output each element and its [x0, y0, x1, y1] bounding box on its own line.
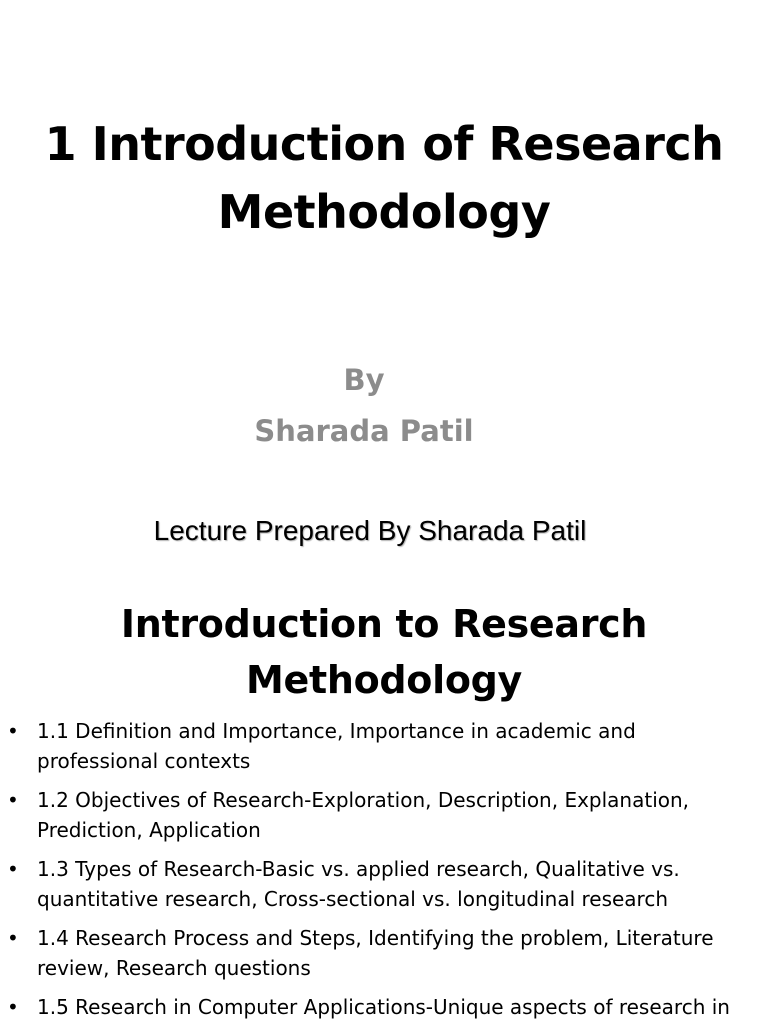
bullet-icon: •: [7, 926, 19, 950]
list-item: [0, 716, 768, 776]
topic-text: 1.2 Objectives of Research-Exploration, Description, Explanation, Prediction, Application: [37, 788, 690, 842]
by-label: By: [343, 363, 385, 397]
topic-text: 1.5 Research in Computer Applications-Unique aspects of research in: [37, 995, 730, 1019]
author-name: Sharada Patil: [254, 414, 474, 448]
bullet-icon: •: [7, 719, 19, 743]
list-item: [0, 785, 768, 845]
section-title: Introduction to Research Methodology: [120, 602, 648, 702]
list-item: [0, 854, 768, 914]
main-title: 1 Introduction of Research Methodology: [44, 117, 724, 239]
topic-text: 1.4 Research Process and Steps, Identifying the problem, Literature review, Research questions: [37, 926, 714, 980]
topic-text: 1.3 Types of Research-Basic vs. applied research, Qualitative vs. quantitative research, Cross-sectional vs. longitudinal research: [37, 857, 680, 911]
topic-text: 1.1 Definition and Importance, Importance in academic and professional contexts: [37, 719, 636, 773]
lecture-credit: Lecture Prepared By Sharada Patil: [153, 515, 587, 546]
agenda-slide: [0, 576, 768, 1024]
list-item: [0, 992, 768, 1022]
list-item: [0, 923, 768, 983]
bullet-icon: •: [7, 788, 19, 812]
topic-list: [0, 716, 768, 1024]
bullet-icon: •: [7, 995, 19, 1019]
bullet-icon: •: [7, 857, 19, 881]
